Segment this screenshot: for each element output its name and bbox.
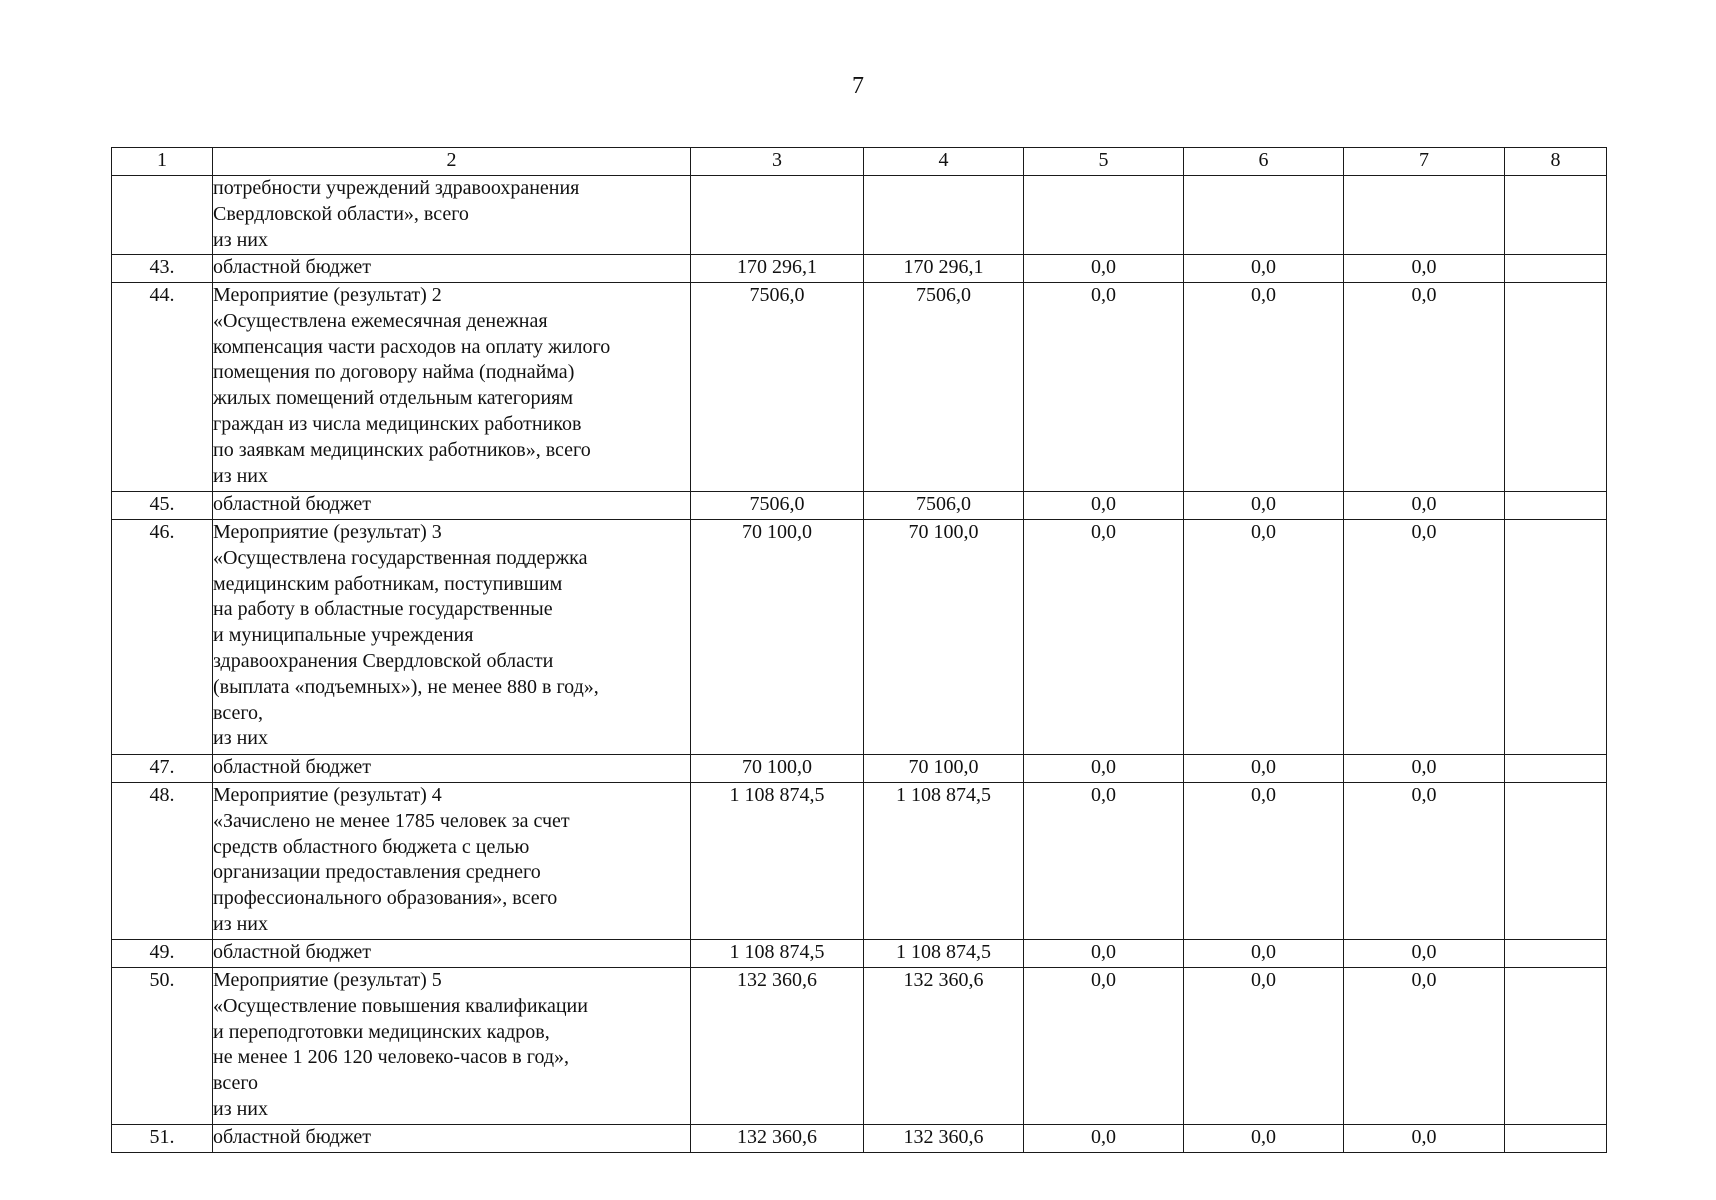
value-col-3 — [691, 176, 864, 255]
value-col-7: 0,0 — [1344, 755, 1505, 783]
row-number: 45. — [112, 492, 213, 520]
value-col-5: 0,0 — [1024, 283, 1184, 492]
value-col-5 — [1024, 176, 1184, 255]
value-col-3: 70 100,0 — [691, 520, 864, 755]
value-col-5: 0,0 — [1024, 492, 1184, 520]
row-description: Мероприятие (результат) 5 «Осуществление повышения квалификации и переподготовки медицинских кадров, не менее 1 206 120 человеко-часов в год», всего из них — [213, 968, 691, 1125]
value-col-7: 0,0 — [1344, 255, 1505, 283]
budget-table — [111, 147, 1607, 1153]
column-header: 3 — [691, 148, 864, 176]
value-col-4 — [864, 176, 1024, 255]
table-header-row — [112, 148, 1607, 176]
value-col-4: 70 100,0 — [864, 520, 1024, 755]
table-row — [112, 783, 1607, 940]
value-col-5: 0,0 — [1024, 755, 1184, 783]
column-header: 8 — [1505, 148, 1607, 176]
value-col-4: 1 108 874,5 — [864, 940, 1024, 968]
table-row — [112, 492, 1607, 520]
value-col-4: 7506,0 — [864, 283, 1024, 492]
value-col-5: 0,0 — [1024, 520, 1184, 755]
value-col-6: 0,0 — [1184, 255, 1344, 283]
value-col-3: 132 360,6 — [691, 1125, 864, 1153]
row-description: областной бюджет — [213, 940, 691, 968]
value-col-4: 1 108 874,5 — [864, 783, 1024, 940]
table-row — [112, 283, 1607, 492]
page-number: 7 — [852, 73, 864, 99]
value-col-4: 70 100,0 — [864, 755, 1024, 783]
value-col-5: 0,0 — [1024, 940, 1184, 968]
value-col-3: 1 108 874,5 — [691, 783, 864, 940]
row-number: 46. — [112, 520, 213, 755]
row-number: 51. — [112, 1125, 213, 1153]
table-row — [112, 1125, 1607, 1153]
value-col-6: 0,0 — [1184, 492, 1344, 520]
value-col-3: 132 360,6 — [691, 968, 864, 1125]
row-number: 50. — [112, 968, 213, 1125]
value-col-7: 0,0 — [1344, 520, 1505, 755]
value-col-5: 0,0 — [1024, 1125, 1184, 1153]
row-description: Мероприятие (результат) 3 «Осуществлена государственная поддержка медицинским работникам, поступившим на работу в областные государственные и муниципальные учреждения здравоохранения Свердловской области (выплата «подъемных»), не менее 880 в год», всего, из них — [213, 520, 691, 755]
column-header: 7 — [1344, 148, 1505, 176]
row-description: Мероприятие (результат) 2 «Осуществлена ежемесячная денежная компенсация части расходов на оплату жилого помещения по договору найма (поднайма) жилых помещений отдельным категориям граждан из числа медицинских работников по заявкам медицинских работников», всего из них — [213, 283, 691, 492]
value-col-6: 0,0 — [1184, 755, 1344, 783]
value-col-4: 132 360,6 — [864, 1125, 1024, 1153]
value-col-8 — [1505, 968, 1607, 1125]
row-description: областной бюджет — [213, 255, 691, 283]
table-row — [112, 940, 1607, 968]
value-col-8 — [1505, 255, 1607, 283]
value-col-6: 0,0 — [1184, 968, 1344, 1125]
row-description: Мероприятие (результат) 4 «Зачислено не менее 1785 человек за счет средств областного бюджета с целью организации предоставления среднего профессионального образования», всего из них — [213, 783, 691, 940]
table-row — [112, 520, 1607, 755]
value-col-7: 0,0 — [1344, 1125, 1505, 1153]
value-col-7: 0,0 — [1344, 968, 1505, 1125]
value-col-8 — [1505, 1125, 1607, 1153]
row-number: 43. — [112, 255, 213, 283]
column-header: 5 — [1024, 148, 1184, 176]
table-row — [112, 968, 1607, 1125]
row-description: потребности учреждений здравоохранения Свердловской области», всего из них — [213, 176, 691, 255]
value-col-4: 170 296,1 — [864, 255, 1024, 283]
value-col-6: 0,0 — [1184, 520, 1344, 755]
value-col-4: 132 360,6 — [864, 968, 1024, 1125]
value-col-4: 7506,0 — [864, 492, 1024, 520]
value-col-5: 0,0 — [1024, 968, 1184, 1125]
value-col-3: 1 108 874,5 — [691, 940, 864, 968]
value-col-3: 70 100,0 — [691, 755, 864, 783]
value-col-7: 0,0 — [1344, 283, 1505, 492]
value-col-3: 170 296,1 — [691, 255, 864, 283]
column-header: 1 — [112, 148, 213, 176]
value-col-3: 7506,0 — [691, 283, 864, 492]
value-col-8 — [1505, 940, 1607, 968]
value-col-6: 0,0 — [1184, 283, 1344, 492]
column-header: 6 — [1184, 148, 1344, 176]
value-col-8 — [1505, 755, 1607, 783]
row-number: 47. — [112, 755, 213, 783]
value-col-7: 0,0 — [1344, 492, 1505, 520]
value-col-7: 0,0 — [1344, 783, 1505, 940]
value-col-6 — [1184, 176, 1344, 255]
value-col-8 — [1505, 492, 1607, 520]
row-number: 44. — [112, 283, 213, 492]
value-col-7: 0,0 — [1344, 940, 1505, 968]
row-number: 49. — [112, 940, 213, 968]
value-col-8 — [1505, 520, 1607, 755]
value-col-8 — [1505, 283, 1607, 492]
value-col-8 — [1505, 176, 1607, 255]
row-description: областной бюджет — [213, 755, 691, 783]
table-row — [112, 755, 1607, 783]
value-col-6: 0,0 — [1184, 940, 1344, 968]
column-header: 4 — [864, 148, 1024, 176]
value-col-3: 7506,0 — [691, 492, 864, 520]
row-description: областной бюджет — [213, 492, 691, 520]
table-row — [112, 255, 1607, 283]
value-col-8 — [1505, 783, 1607, 940]
column-header: 2 — [213, 148, 691, 176]
row-number: 48. — [112, 783, 213, 940]
value-col-6: 0,0 — [1184, 1125, 1344, 1153]
row-number — [112, 176, 213, 255]
value-col-5: 0,0 — [1024, 783, 1184, 940]
table-row — [112, 176, 1607, 255]
value-col-6: 0,0 — [1184, 783, 1344, 940]
value-col-5: 0,0 — [1024, 255, 1184, 283]
value-col-7 — [1344, 176, 1505, 255]
row-description: областной бюджет — [213, 1125, 691, 1153]
